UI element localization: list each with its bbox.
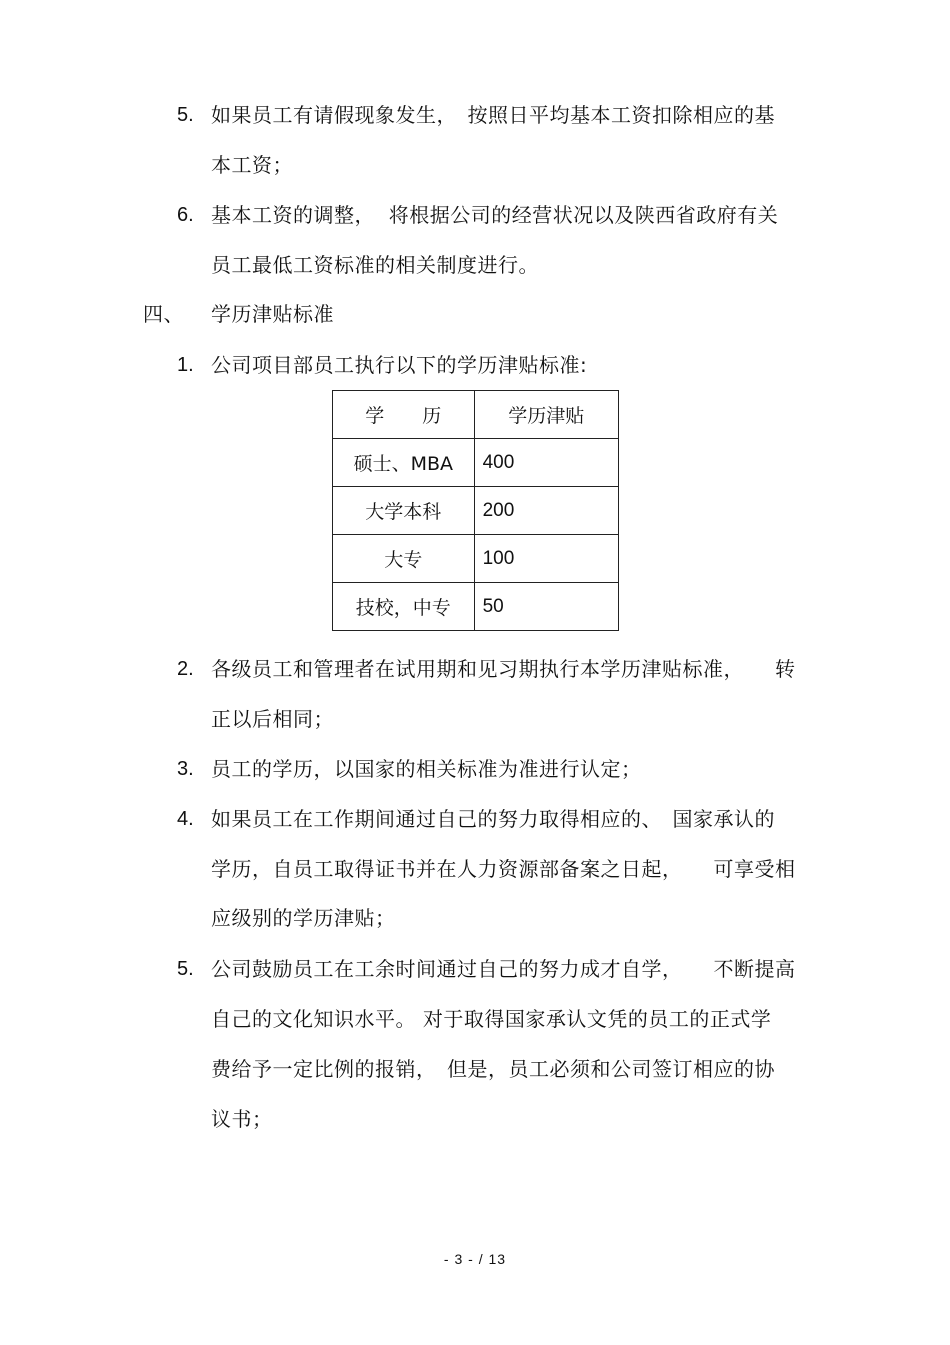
header-cell-education: 学 历 <box>333 391 475 439</box>
paragraph-line: 如果员工有请假现象发生， 按照日平均基本工资扣除相应的基 <box>211 103 775 127</box>
section-number: 四、 <box>143 302 184 326</box>
table-row <box>333 535 619 583</box>
table-row <box>333 439 619 487</box>
header-cell-allowance: 学历津贴 <box>474 391 618 439</box>
paragraph-line: 公司项目部员工执行以下的学历津贴标准: <box>211 353 588 377</box>
paragraph-line: 员工的学历，以国家的相关标准为准进行认定； <box>211 757 642 781</box>
page-number: - 3 - / 13 <box>443 1251 507 1267</box>
table-cell: 400 <box>474 439 618 487</box>
table-cell: 硕士、MBA <box>333 439 475 487</box>
paragraph-line: 各级员工和管理者在试用期和见习期执行本学历津贴标准， 转 <box>211 657 796 681</box>
table-cell: 200 <box>474 487 618 535</box>
paragraph-line: 本工资； <box>211 153 293 177</box>
list-number: 6. <box>177 204 194 226</box>
table-header-row <box>333 391 619 439</box>
paragraph-line: 如果员工在工作期间通过自己的努力取得相应的、 国家承认的 <box>211 807 775 831</box>
paragraph-line: 正以后相同； <box>211 707 334 731</box>
paragraph-line: 员工最低工资标准的相关制度进行。 <box>211 253 539 277</box>
section-title: 学历津贴标准 <box>211 302 334 326</box>
list-number: 5. <box>177 104 194 126</box>
table-cell: 50 <box>474 583 618 631</box>
paragraph-line: 公司鼓励员工在工余时间通过自己的努力成才自学， 不断提高 <box>211 957 796 981</box>
paragraph-line: 自己的文化知识水平。 对于取得国家承认文凭的员工的正式学 <box>211 1007 772 1031</box>
paragraph-line: 费给予一定比例的报销， 但是，员工必须和公司签订相应的协 <box>211 1057 775 1081</box>
list-number: 1. <box>177 354 194 376</box>
table-cell: 大学本科 <box>333 487 475 535</box>
paragraph-line: 基本工资的调整， 将根据公司的经营状况以及陕西省政府有关 <box>211 203 779 227</box>
table-row <box>333 583 619 631</box>
paragraph-line: 学历，自员工取得证书并在人力资源部备案之日起， 可享受相 <box>211 857 796 881</box>
list-number: 4. <box>177 808 194 830</box>
list-number: 5. <box>177 958 194 980</box>
table-cell: 技校，中专 <box>333 583 475 631</box>
allowance-table <box>332 390 619 631</box>
table-cell: 100 <box>474 535 618 583</box>
paragraph-line: 应级别的学历津贴； <box>211 906 396 930</box>
list-number: 3. <box>177 758 194 780</box>
table-cell: 大专 <box>333 535 475 583</box>
table-row <box>333 487 619 535</box>
list-number: 2. <box>177 658 194 680</box>
paragraph-line: 议书； <box>211 1107 273 1131</box>
